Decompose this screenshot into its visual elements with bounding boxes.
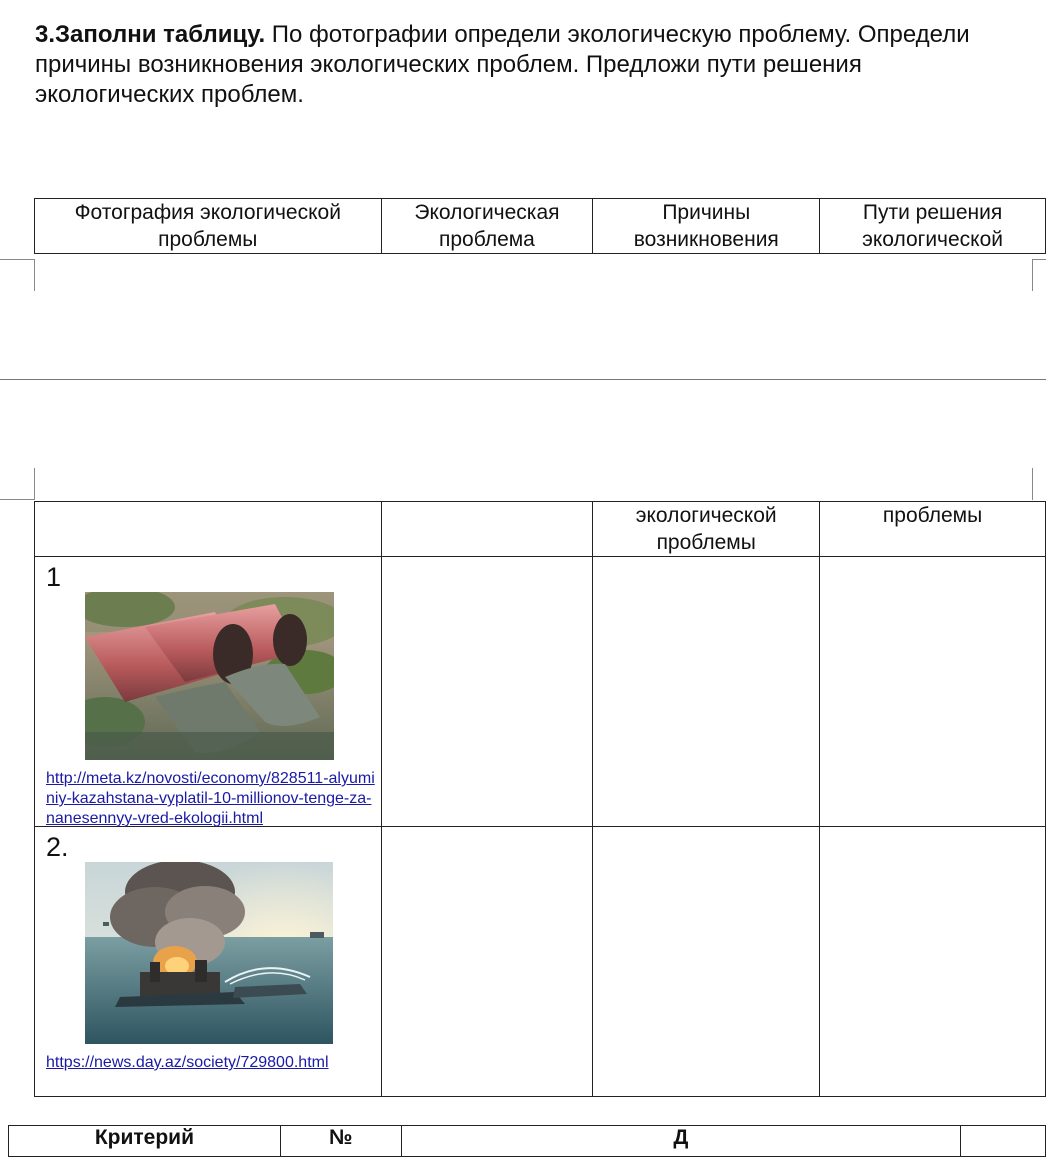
page-corner-mark xyxy=(1032,259,1046,260)
criteria-header-criterion: Критерий xyxy=(9,1126,281,1157)
table-row xyxy=(35,827,1046,1097)
oil-platform-fire-photo xyxy=(85,862,333,1044)
table-row xyxy=(35,557,1046,827)
causes-cell[interactable] xyxy=(593,557,820,827)
page-corner-mark xyxy=(0,259,35,260)
page-corner-mark xyxy=(1032,468,1033,500)
photo-source-link[interactable]: https://news.day.az/society/729800.html xyxy=(46,1054,329,1071)
header2-problem xyxy=(381,502,593,557)
row-number: 2. xyxy=(46,832,69,862)
problem-cell[interactable] xyxy=(381,557,593,827)
header2-photo xyxy=(35,502,382,557)
photo-cell xyxy=(35,827,382,1097)
task-number: 3.Заполни таблицу. xyxy=(35,21,266,48)
table-header-page1 xyxy=(34,198,1046,254)
page-corner-mark xyxy=(34,468,35,500)
header-causes: Причины возникновения xyxy=(593,199,820,254)
photo-cell xyxy=(35,557,382,827)
header-solutions: Пути решения экологической xyxy=(820,199,1046,254)
row-number: 1 xyxy=(46,562,62,592)
criteria-header-number: № xyxy=(280,1126,401,1157)
header2-solutions: проблемы xyxy=(820,502,1046,557)
header-photo: Фотография экологической проблемы xyxy=(35,199,382,254)
page-corner-mark xyxy=(0,499,35,500)
task-instruction xyxy=(35,20,1025,110)
page-corner-mark xyxy=(1032,259,1033,291)
solutions-cell[interactable] xyxy=(820,827,1046,1097)
page-corner-mark xyxy=(34,259,35,291)
criteria-header-score xyxy=(961,1126,1046,1157)
problem-cell[interactable] xyxy=(381,827,593,1097)
header-problem: Экологическая проблема xyxy=(381,199,593,254)
table-body-page2 xyxy=(34,501,1046,1097)
causes-cell[interactable] xyxy=(593,827,820,1097)
photo-source-link[interactable]: http://meta.kz/novosti/economy/828511-alyuminiy-kazahstana-vyplatil-10-millionov-tenge-za-nanesennyy-vred-ekologii.html xyxy=(46,770,375,827)
task-text: По фотографии определи экологическую проблему. Определи причины возникновения экологических проблем. Предложи пути решения экологических проблем. xyxy=(35,21,970,108)
criteria-header-descriptor: Д xyxy=(401,1126,960,1157)
solutions-cell[interactable] xyxy=(820,557,1046,827)
header2-causes: экологической проблемы xyxy=(593,502,820,557)
criteria-table xyxy=(8,1125,1046,1157)
page-break-line xyxy=(0,379,1046,380)
sewage-pipes-photo xyxy=(85,592,334,760)
